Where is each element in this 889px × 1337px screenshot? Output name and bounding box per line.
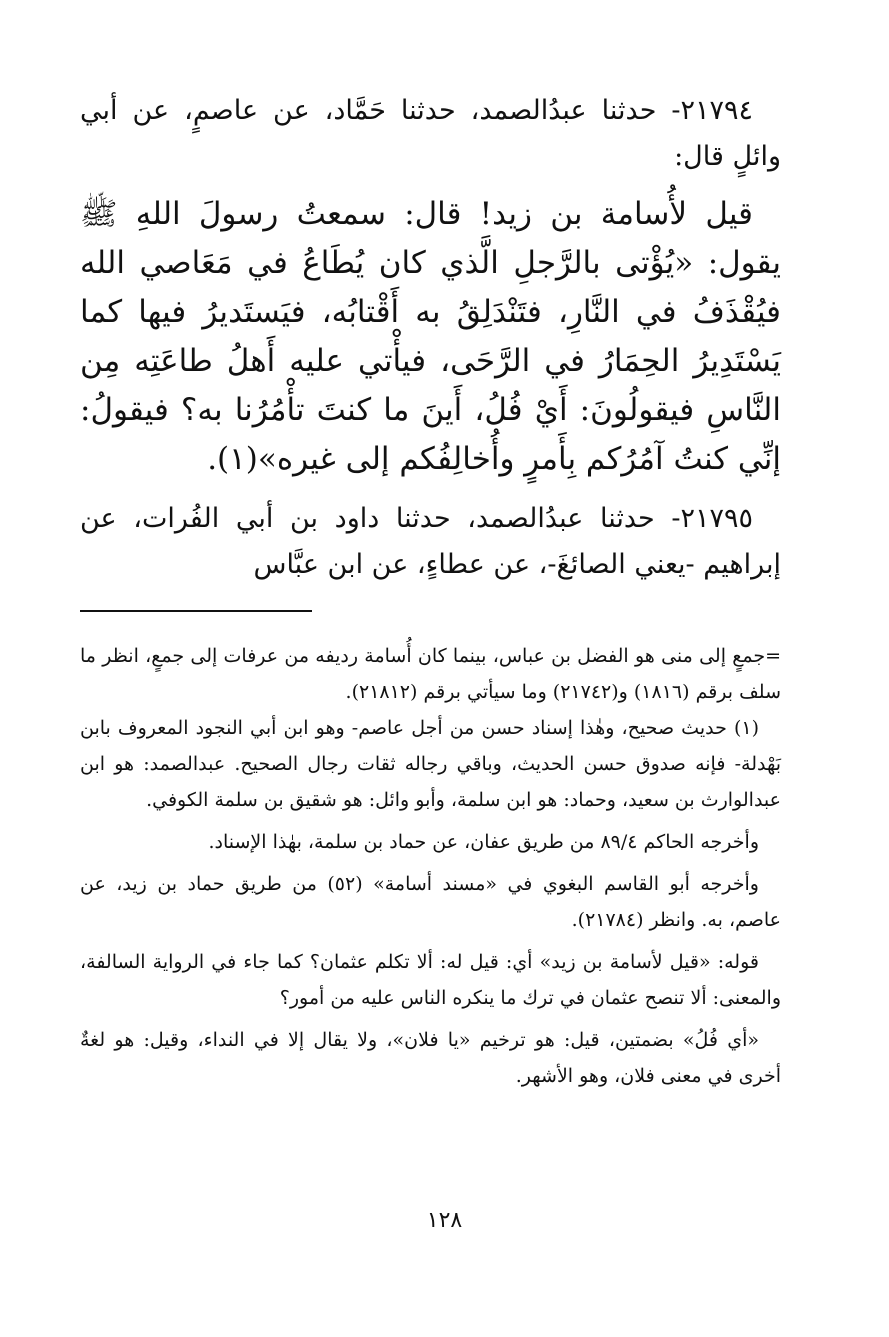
footnote-explanation-ay-ful: «أي فُلُ» بضمتين، قيل: هو ترخيم «يا فلان»، ولا يقال إلا في النداء، وقيل: هو لغةٌ أخرى في معنى فلان، وهو الأشهر. [80,1029,781,1087]
footnote-takhrij-baghawi: وأخرجه أبو القاسم البغوي في «مسند أسامة» (٥٢) من طريق حماد بن زيد، عن عاصم، به. وانظر (٢١٧٨٤). [80,873,781,931]
page-number: ١٢٨ [426,1208,463,1233]
hadith-21794-header: ٢١٧٩٤- حدثنا عبدُالصمد، حدثنا حَمَّاد، عن عاصمٍ، عن أبي وائلٍ قال: [80,95,781,172]
footnote-continuation: =جمعٍ إلى منى هو الفضل بن عباس، بينما كان أُسامة رديفه من عرفات إلى جمعٍ، انظر ما سلف برقم (١٨١٦) و(٢١٧٤٢) وما سيأتي برقم (٢١٨١٢). [80,645,781,703]
footnote-1: (١) حديث صحيح، وهٰذا إسناد حسن من أجل عاصم- وهو ابن أبي النجود المعروف بابن بَهْدلة- فإنه صدوق حسن الحديث، وباقي رجاله ثقات رجال الصحيح. عبدالصمد: هو ابن عبدالوارث بن سعيد، وحماد: هو ابن سلمة، وأبو وائل: هو شقيق بن سلمة الكوفي. [80,717,781,811]
footnotes [80,638,781,1094]
footnote-takhrij-hakim: وأخرجه الحاكم ٨٩/٤ من طريق عفان، عن حماد بن سلمة، بهٰذا الإسناد. [208,831,759,853]
main-text [80,88,781,598]
footnote-explanation-usama: قوله: «قيل لأسامة بن زيد» أي: قيل له: ألا تكلم عثمان؟ كما جاء في الرواية السالفة، والمعنى: ألا تنصح عثمان في ترك ما ينكره الناس عليه من أمور؟ [80,951,781,1009]
hadith-21795-header: ٢١٧٩٥- حدثنا عبدُالصمد، حدثنا داود بن أبي الفُرات، عن إبراهيم -يعني الصائغَ-، عن عطاءٍ، عن ابن عبَّاس [80,503,781,580]
footnote-separator [80,610,312,612]
hadith-21794-text: قيل لأُسامة بن زيد! قال: سمعتُ رسولَ اللهِ ﷺ يقول: «يُؤْتى بالرَّجلِ الَّذي كان يُطَاعُ في مَعَاصي الله فيُقْذَفُ في النَّارِ، فتَنْدَلِقُ به أَقْتابُه، فيَستَديرُ فيها كما يَسْتَدِيرُ الحِمَارُ في الرَّحَى، فيأْتي عليه أَهلُ طاعَتِه مِن النَّاسِ فيقولُونَ: أَيْ فُلُ، أَينَ ما كنتَ تأْمُرُنا به؟ فيقولُ: إنِّي كنتُ آمُرُكم بِأَمرٍ وأُخالِفُكم إلى غيره»(١). [80,196,781,477]
